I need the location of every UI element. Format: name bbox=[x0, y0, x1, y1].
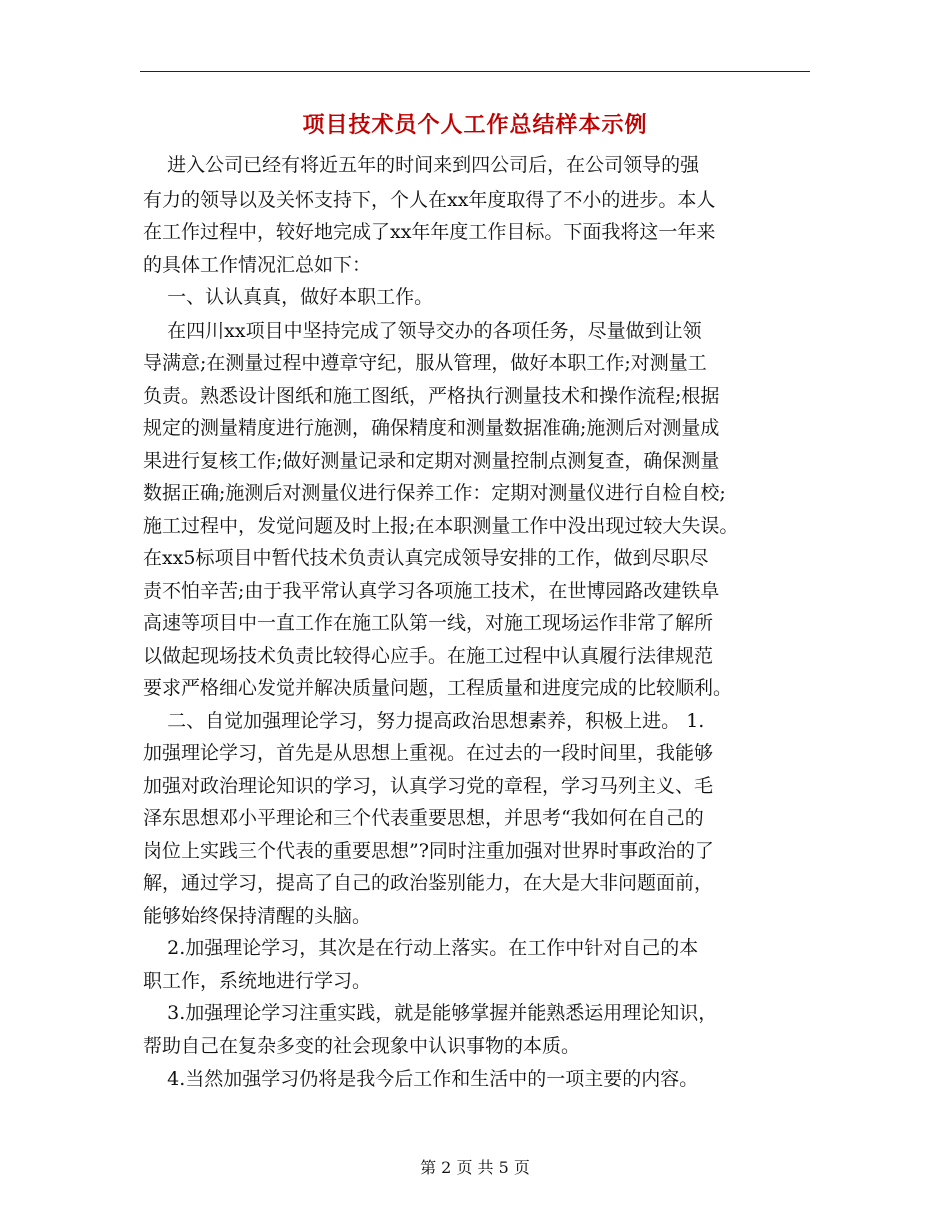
body-line: 果进行复核工作;做好测量记录和定期对测量控制点测复查，确保测量 bbox=[143, 450, 720, 472]
body-line: 在xx5标项目中暂代技术负责认真完成领导安排的工作，做到尽职尽 bbox=[143, 547, 709, 569]
body-line: 有力的领导以及关怀支持下，个人在xx年度取得了不小的进步。本人 bbox=[143, 189, 716, 211]
body-line: 以做起现场技术负责比较得心应手。在施工过程中认真履行法律规范 bbox=[143, 645, 714, 667]
body-line: 2.加强理论学习，其次是在行动上落实。在工作中针对自己的本 bbox=[143, 937, 699, 959]
body-line: 3.加强理论学习注重实践，就是能够掌握并能熟悉运用理论知识， bbox=[143, 1002, 718, 1024]
body-line: 加强对政治理论知识的学习，认真学习党的章程，学习马列主义、毛 bbox=[143, 775, 714, 797]
body-line: 一、认认真真，做好本职工作。 bbox=[143, 286, 434, 308]
body-line: 数据正确;施测后对测量仪进行保养工作：定期对测量仪进行自检自校; bbox=[143, 482, 726, 504]
body-line: 高速等项目中一直工作在施工队第一线，对施工现场运作非常了解所 bbox=[143, 612, 714, 634]
body-line: 责不怕辛苦;由于我平常认真学习各项施工技术，在世博园路改建铁阜 bbox=[143, 580, 720, 602]
body-line: 帮助自己在复杂多变的社会现象中认识事物的本质。 bbox=[143, 1035, 581, 1057]
body-line: 能够始终保持清醒的头脑。 bbox=[143, 905, 372, 927]
body-line: 规定的测量精度进行施测，确保精度和测量数据准确;施测后对测量成 bbox=[143, 417, 720, 439]
body-line: 进入公司已经有将近五年的时间来到四公司后，在公司领导的强 bbox=[143, 154, 700, 176]
body-line: 岗位上实践三个代表的重要思想”?同时注重加强对世界时事政治的了 bbox=[143, 840, 714, 862]
body-line: 在工作过程中，较好地完成了xx年年度工作目标。下面我将这一年来 bbox=[143, 221, 716, 243]
body-line: 在四川xx项目中坚持完成了领导交办的各项任务，尽量做到让领 bbox=[143, 320, 702, 342]
body-line: 解，通过学习，提高了自己的政治鉴别能力，在大是大非问题面前， bbox=[143, 872, 714, 894]
body-line: 要求严格细心发觉并解决质量问题，工程质量和进度完成的比较顺利。 bbox=[143, 677, 733, 699]
document-title: 项目技术员个人工作总结样本示例 bbox=[302, 112, 648, 138]
body-line: 职工作，系统地进行学习。 bbox=[143, 970, 372, 992]
body-line: 施工过程中，发觉问题及时上报;在本职测量工作中没出现过较大失误。 bbox=[143, 515, 739, 537]
body-line: 4.当然加强学习仍将是我今后工作和生活中的一项主要的内容。 bbox=[143, 1068, 699, 1090]
body-line: 加强理论学习，首先是从思想上重视。在过去的一段时间里，我能够 bbox=[143, 742, 714, 764]
body-line: 泽东思想邓小平理论和三个代表重要思想，并思考“我如何在自己的 bbox=[143, 807, 704, 829]
body-line: 二、自觉加强理论学习，努力提高政治思想素养，积极上进。 1. bbox=[143, 710, 705, 732]
header-rule bbox=[140, 71, 810, 72]
body-line: 负责。熟悉设计图纸和施工图纸，严格执行测量技术和操作流程;根据 bbox=[143, 385, 720, 407]
body-line: 的具体工作情况汇总如下： bbox=[143, 254, 372, 276]
page-number: 第 2 页 共 5 页 bbox=[420, 1158, 530, 1177]
body-line: 导满意;在测量过程中遵章守纪，服从管理，做好本职工作;对测量工 bbox=[143, 352, 707, 374]
